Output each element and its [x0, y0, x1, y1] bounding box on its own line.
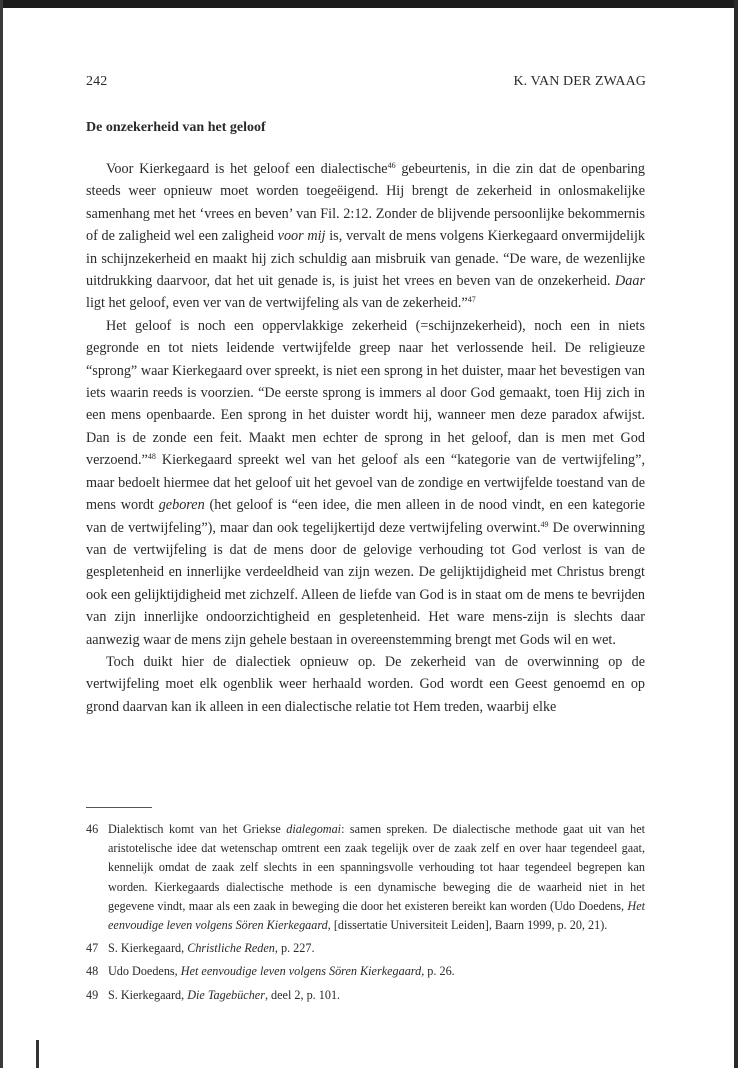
footnote-number: 49 — [86, 987, 99, 1002]
footnote-text: Dialektisch komt van het Griekse dialegomai: samen spreken. De dialectische methode gaat uit van het aristotelische idee dat wetenschap omtrent een zaak tegelijk over de zaak zelf en over haar tegendeel gaat, kennelijk omdat de zaak zelf slechts in een spanningsvolle verhouding tot haar tegendeel begrepen kan worden. Kierkegaards dialectische methode is een dynamische beweging die de waarheid niet in het gegevene vindt, maar als een zaak in beweging die door het existeren bereikt kan worden (Udo Doedens, Het eenvoudige leven volgens Sören Kierkegaard, [dissertatie Universiteit Leiden], Baarn 1999, p. 20, 21). — [108, 822, 645, 933]
footnote-49 — [86, 986, 645, 1005]
footnote-number: 46 — [86, 822, 99, 836]
emphasis: voor mij — [277, 228, 326, 245]
page-number: 242 — [86, 74, 108, 89]
footnote-ref-47: 47 — [467, 295, 476, 305]
footnote-ref-48: 48 — [147, 452, 156, 462]
scan-edge-left — [0, 0, 3, 1068]
paragraph-3: Toch duikt hier de dialectiek opnieuw op. De zekerheid van de overwinning op de vertwijfeling moet elk ogenblik weer herhaald worden. God wordt een Geest genoemd en op grond daarvan kan ik alleen in een dialectische relatie tot Hem treden, waarbij elke — [86, 653, 645, 715]
footnote-text: S. Kierkegaard, Christliche Reden, p. 227. — [108, 941, 315, 956]
footnote-number: 47 — [86, 941, 99, 956]
emphasis: geboren — [158, 497, 205, 514]
footnote-text: S. Kierkegaard, Die Tagebücher, deel 2, p. 101. — [108, 987, 341, 1002]
footnote-number: 48 — [86, 964, 99, 979]
footnote-separator — [86, 807, 152, 808]
running-head: K. VAN DER ZWAAG — [513, 74, 646, 89]
scan-edge-bottom-mark — [36, 1040, 39, 1068]
section-title: De onzekerheid van het geloof — [86, 120, 266, 135]
footnote-ref-49: 49 — [540, 519, 549, 529]
paragraph-1: Voor Kierkegaard is het geloof een dialectische$^{46}$ gebeurtenis, in die zin dat de openbaring steeds weer opnieuw moet worden toegeëigend. Hij brengt de zekerheid in onlosmakelijke samenhang met het ‘vrees en beven’ van Fil. 2:12. Zonder de blijvende persoonlijke bekommernis of de zaligheid wel een zaligheid voor mij is, vervalt de mens volgens Kierkegaard onvermijdelijk in schijnzekerheid en maakt hij zich schuldig aan misbruik van genade. “De ware, de wezenlijke uitdrukking daarvoor, dat het uit genade is, is juist het vrees en beven van de onzekerheid. Daar ligt het geloof, even ver van de vertwijfeling als van de zekerheid.”$^{47}$ — [86, 161, 646, 312]
body-text — [86, 158, 645, 718]
footnote-48 — [86, 962, 645, 981]
paragraph-2: Het geloof is noch een oppervlakkige zekerheid (=schijnzekerheid), noch een in niets gegronde en tot niets leidende vertwijfelde greep naar het verlossende heil. De religieuze “sprong” waar Kierkegaard over spreekt, is niet een sprong in het duister, maar het bevestigen van iets waarin reeds is voorzien. “De eerste sprong is immers al door God gemaakt, toen Hij zich in een mens openbaarde. Een sprong in het duister wordt hij, wanneer men deze paradox afwijst. Dan is de zonde een feit. Maakt men echter de sprong in het geloof, dan is men met God verzoend.”$^{48}$ Kierkegaard spreekt wel van het geloof als een “kategorie van de vertwijfeling”, maar bedoelt hiermee dat het geloof uit het gevoel van de zondige en vertwijfelde toestand van de mens wordt geboren (het geloof is “een idee, die men alleen in de nood vindt, en een kategorie van de vertwijfeling”), maar dan ook tegelijkertijd deze vertwijfeling overwint.$^{49}$ De overwinning van de vertwijfeling is dat de mens door de gelovige verhouding tot God verlost is van de gespletenheid en innerlijke verdeeldheid van zijn wezen. De gelijktijdigheid met Christus brengt ook een gelijktijdigheid met zichzelf. Alleen de liefde van God is in staat om de mens te bevrijden van zijn innerlijke ondoorzichtigheid en gespletenheid. Het ware mens-zijn is slechts daar aanwezig waar de mens zijn gehele bestaan in overeenstemming brengt met Gods wil en wet. — [86, 317, 645, 648]
scan-edge-top — [0, 0, 738, 8]
footnote-46 — [86, 820, 645, 935]
footnote-ref-46: 46 — [387, 161, 396, 170]
footnote-47 — [86, 939, 645, 958]
emphasis: Daar — [615, 273, 645, 290]
scan-edge-right — [734, 0, 738, 1068]
footnotes — [86, 820, 645, 1009]
footnote-text: Udo Doedens, Het eenvoudige leven volgens Sören Kierkegaard, p. 26. — [108, 964, 455, 979]
